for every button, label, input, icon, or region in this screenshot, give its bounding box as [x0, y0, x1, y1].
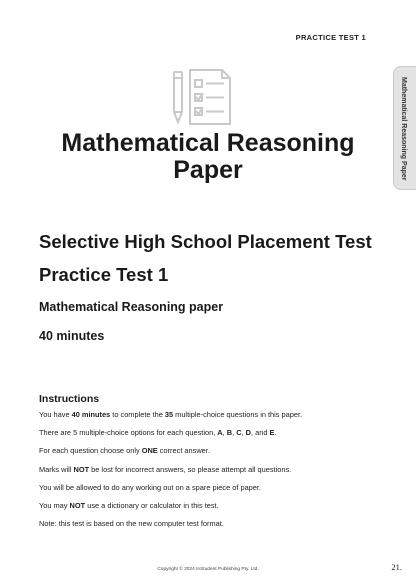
instruction-line: Note: this test is based on the new computer test format.: [39, 519, 224, 529]
practice-title: Practice Test 1: [39, 264, 169, 285]
instruction-line: For each question choose only ONE correct answer.: [39, 446, 210, 456]
paper-title: [0, 130, 416, 184]
copyright: Copyright © 2024 InStudent Publishing Pty. Ltd.: [157, 567, 259, 572]
paper-title-line1: Mathematical Reasoning: [61, 129, 355, 157]
header-label: PRACTICE TEST 1: [295, 33, 366, 42]
instructions-heading: Instructions: [39, 393, 100, 405]
page-number: 21.: [391, 562, 402, 572]
instruction-line: There are 5 multiple-choice options for each question, A, B, C, D, and E.: [39, 428, 277, 438]
test-name: Selective High School Placement Test: [39, 231, 372, 252]
instruction-line: You may NOT use a dictionary or calculator in this test.: [39, 500, 219, 510]
paper-name: Mathematical Reasoning paper: [39, 300, 224, 314]
checklist-clipboard-pencil-icon: [170, 66, 238, 128]
instruction-line: Marks will NOT be lost for incorrect answers, so please attempt all questions.: [39, 464, 292, 474]
instruction-line: You will be allowed to do any working out on a spare piece of paper.: [39, 482, 262, 492]
instructions-list: [39, 410, 379, 537]
paper-title-line2: Paper: [173, 156, 243, 184]
side-tab-label: Mathematical Reasoning Paper: [400, 77, 407, 181]
instruction-line: You have 40 minutes to complete the 35 multiple-choice questions in this paper.: [39, 410, 303, 419]
duration: 40 minutes: [39, 329, 105, 343]
